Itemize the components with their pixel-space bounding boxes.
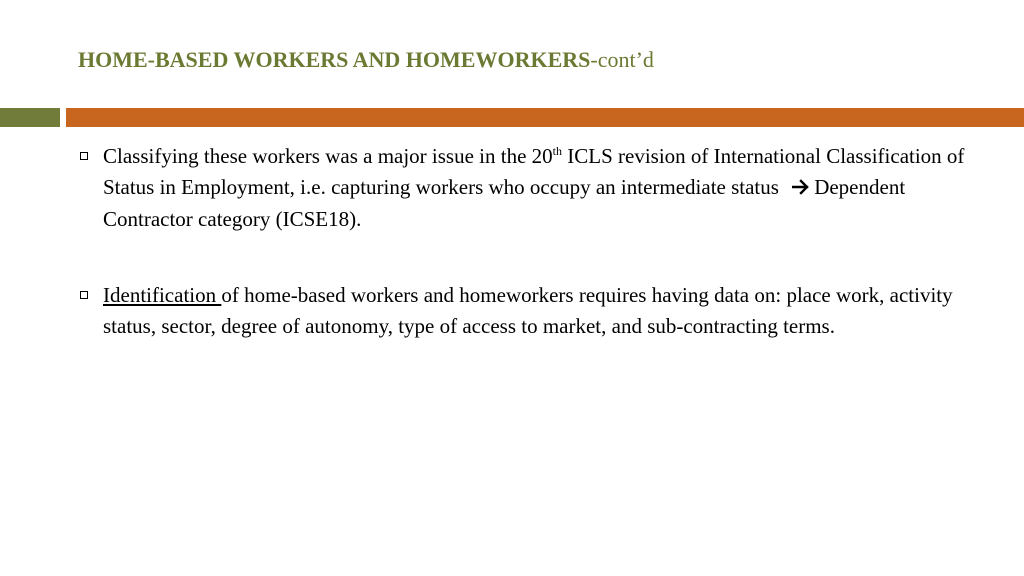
square-bullet-icon [80,291,88,299]
page-title [78,44,654,76]
title-suffix: -cont’d [590,47,654,72]
bullet-1-text-c: Dependent Contractor category (ICSE18). [103,175,906,231]
square-bullet-icon [80,152,88,160]
bullet-list [78,141,978,342]
bullet-1-text-b: ICLS revision of International Classification of Status in Employment, i.e. capturing workers who occupy an intermediate status [103,144,965,199]
bullet-1-text-a: Classifying these workers was a major issue in the 20 [103,144,553,168]
right-arrow-icon [792,173,810,204]
bullet-2-underlined: Identification [103,283,222,307]
bullet-item-classifying [78,141,978,235]
header-bar-right [66,108,1024,127]
bullet-1-superscript: th [552,144,563,158]
bullet-item-identification [78,280,978,342]
title-main: HOME-BASED WORKERS AND HOMEWORKERS [78,47,591,72]
bullet-2-text: of home-based workers and homeworkers requires having data on: place work, activity status, sector, degree of autonomy, type of access to market, and sub-contracting terms. [103,283,953,338]
header-bar-left [0,108,60,127]
